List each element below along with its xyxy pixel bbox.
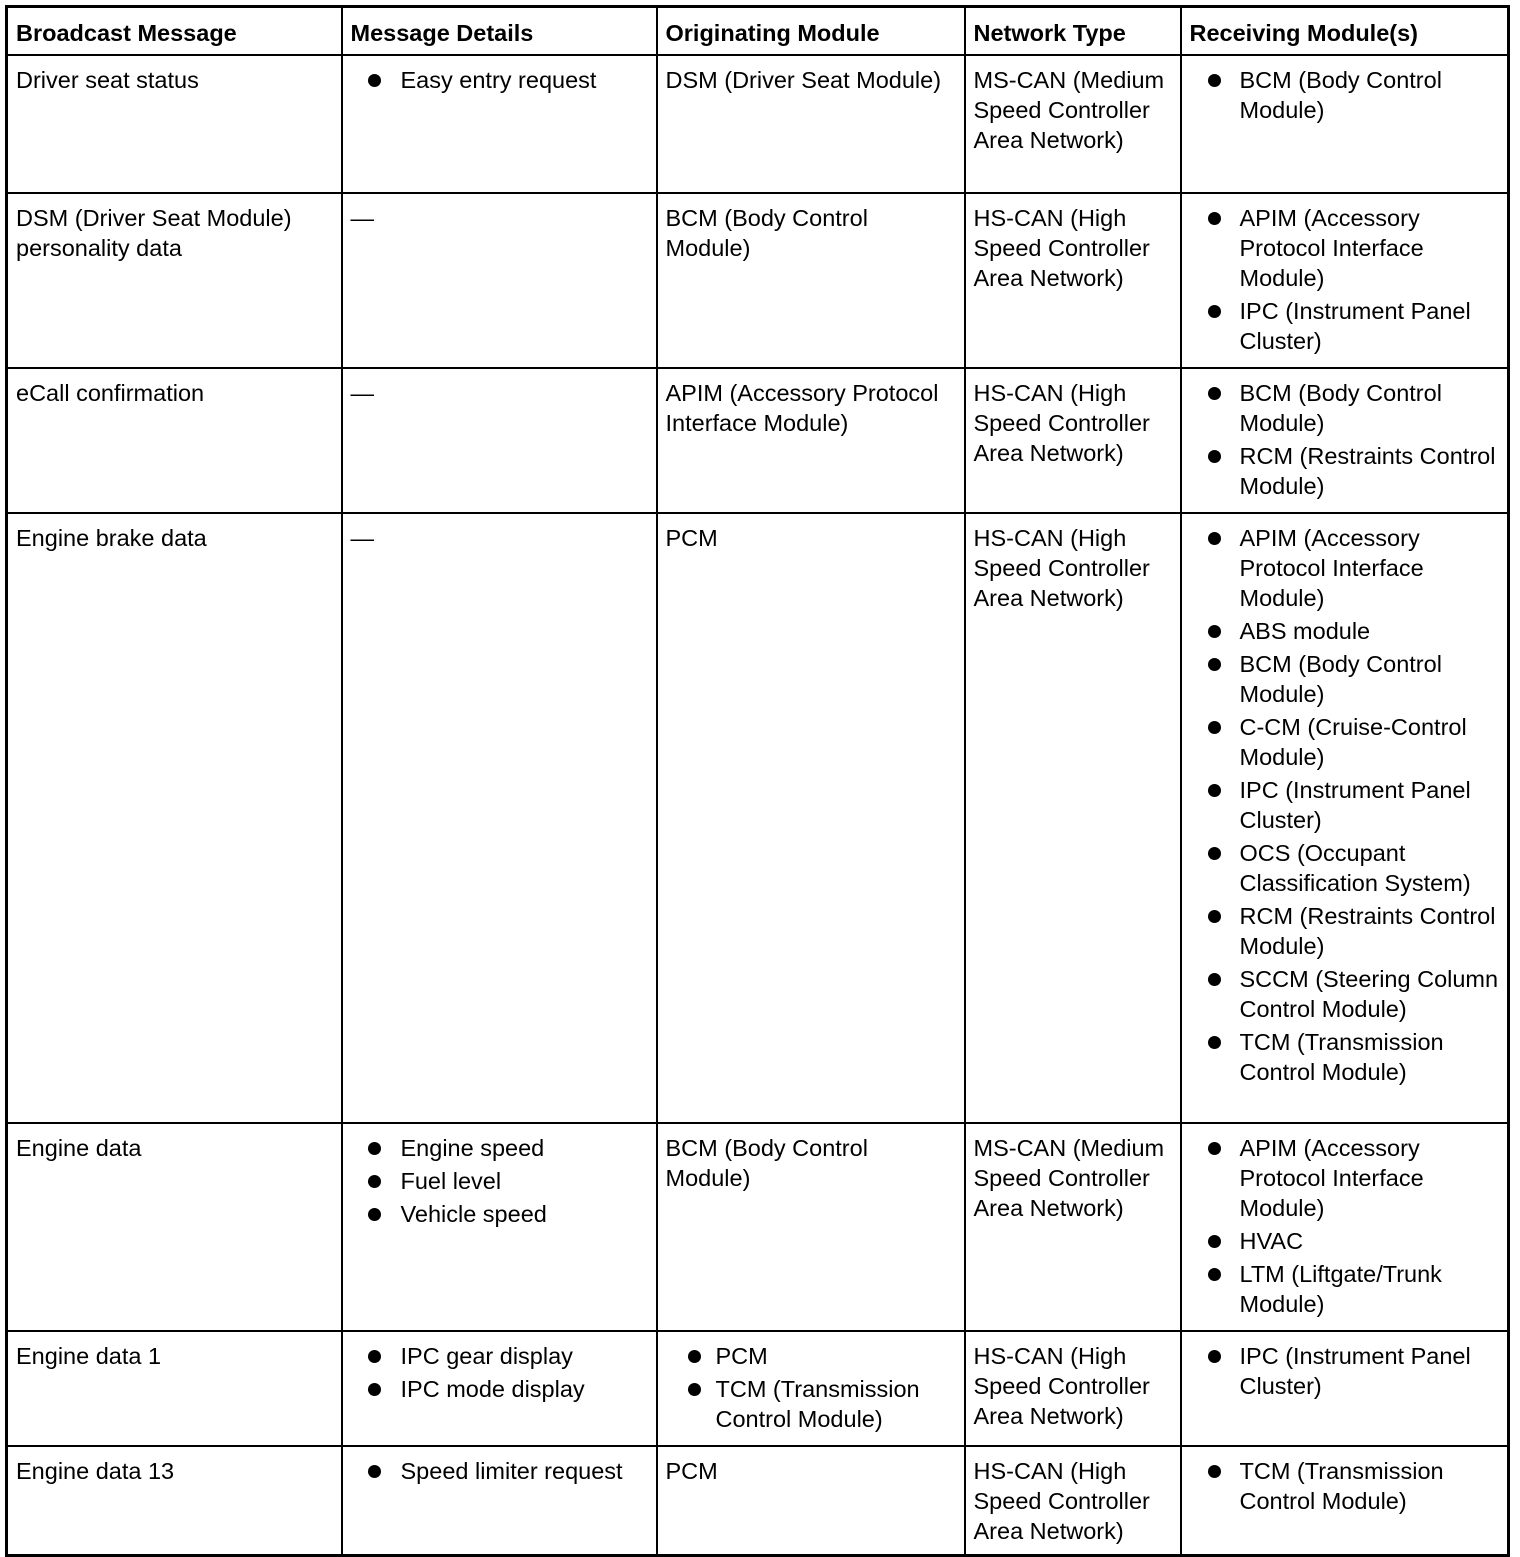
message-details-cell: — <box>342 513 657 1123</box>
receiving-item: IPC (Instrument Panel Cluster) <box>1190 1341 1500 1401</box>
message-details-cell <box>342 55 657 193</box>
originating-module-cell: PCM <box>657 513 965 1123</box>
receiving-item: TCM (Transmission Control Module) <box>1190 1456 1500 1516</box>
receiving-item: BCM (Body Control Module) <box>1190 649 1500 709</box>
table-row <box>7 1123 1509 1331</box>
receiving-item: RCM (Restraints Control Module) <box>1190 901 1500 961</box>
receiving-item: HVAC <box>1190 1226 1500 1256</box>
broadcast-message-cell: Engine brake data <box>7 513 342 1123</box>
header-row <box>7 7 1509 56</box>
details-list <box>351 1456 648 1486</box>
network-type-cell: HS-CAN (High Speed Controller Area Network) <box>965 1331 1181 1446</box>
receiving-list <box>1190 1456 1500 1516</box>
network-type-cell: MS-CAN (Medium Speed Controller Area Network) <box>965 55 1181 193</box>
receiving-item: SCCM (Steering Column Control Module) <box>1190 964 1500 1024</box>
receiving-modules-cell <box>1181 368 1509 513</box>
receiving-modules-cell <box>1181 1123 1509 1331</box>
receiving-item: IPC (Instrument Panel Cluster) <box>1190 775 1500 835</box>
receiving-list <box>1190 1341 1500 1401</box>
receiving-modules-cell <box>1181 1446 1509 1556</box>
receiving-item: RCM (Restraints Control Module) <box>1190 441 1500 501</box>
table-row <box>7 55 1509 193</box>
originating-module-cell: DSM (Driver Seat Module) <box>657 55 965 193</box>
table-row <box>7 513 1509 1123</box>
originating-item: PCM <box>666 1341 956 1371</box>
originating-module-cell <box>657 1331 965 1446</box>
broadcast-message-table <box>5 5 1510 1557</box>
header-receiving-modules: Receiving Module(s) <box>1181 7 1509 56</box>
originating-item: TCM (Transmission Control Module) <box>666 1374 956 1434</box>
receiving-modules-cell <box>1181 513 1509 1123</box>
network-type-cell: HS-CAN (High Speed Controller Area Network) <box>965 1446 1181 1556</box>
table-row <box>7 193 1509 368</box>
header-message-details: Message Details <box>342 7 657 56</box>
receiving-item: APIM (Accessory Protocol Interface Module) <box>1190 203 1500 293</box>
receiving-modules-cell <box>1181 1331 1509 1446</box>
network-type-cell: HS-CAN (High Speed Controller Area Network) <box>965 368 1181 513</box>
network-type-cell: HS-CAN (High Speed Controller Area Network) <box>965 513 1181 1123</box>
details-item: IPC gear display <box>351 1341 648 1371</box>
message-details-cell <box>342 1331 657 1446</box>
receiving-list <box>1190 378 1500 501</box>
broadcast-message-cell: Engine data 13 <box>7 1446 342 1556</box>
originating-module-cell: BCM (Body Control Module) <box>657 1123 965 1331</box>
broadcast-message-cell: Engine data 1 <box>7 1331 342 1446</box>
details-item: Fuel level <box>351 1166 648 1196</box>
broadcast-message-cell: eCall confirmation <box>7 368 342 513</box>
message-details-cell: — <box>342 193 657 368</box>
receiving-list <box>1190 203 1500 356</box>
details-list <box>351 1133 648 1229</box>
details-item: Engine speed <box>351 1133 648 1163</box>
network-type-cell: HS-CAN (High Speed Controller Area Network) <box>965 193 1181 368</box>
receiving-list <box>1190 1133 1500 1319</box>
receiving-modules-cell <box>1181 193 1509 368</box>
originating-module-cell: BCM (Body Control Module) <box>657 193 965 368</box>
network-type-cell: MS-CAN (Medium Speed Controller Area Network) <box>965 1123 1181 1331</box>
header-originating-module: Originating Module <box>657 7 965 56</box>
broadcast-message-cell: DSM (Driver Seat Module) personality data <box>7 193 342 368</box>
receiving-item: IPC (Instrument Panel Cluster) <box>1190 296 1500 356</box>
originating-list <box>666 1341 956 1434</box>
details-item: Easy entry request <box>351 65 648 95</box>
message-details-cell: — <box>342 368 657 513</box>
details-item: IPC mode display <box>351 1374 648 1404</box>
receiving-item: TCM (Transmission Control Module) <box>1190 1027 1500 1087</box>
receiving-item: APIM (Accessory Protocol Interface Module) <box>1190 1133 1500 1223</box>
details-item: Vehicle speed <box>351 1199 648 1229</box>
header-network-type: Network Type <box>965 7 1181 56</box>
details-item: Speed limiter request <box>351 1456 648 1486</box>
receiving-modules-cell <box>1181 55 1509 193</box>
message-details-cell <box>342 1446 657 1556</box>
message-details-cell <box>342 1123 657 1331</box>
broadcast-message-cell: Engine data <box>7 1123 342 1331</box>
receiving-item: LTM (Liftgate/Trunk Module) <box>1190 1259 1500 1319</box>
receiving-item: C-CM (Cruise-Control Module) <box>1190 712 1500 772</box>
originating-module-cell: PCM <box>657 1446 965 1556</box>
table-row <box>7 1331 1509 1446</box>
receiving-item: APIM (Accessory Protocol Interface Module) <box>1190 523 1500 613</box>
receiving-item: BCM (Body Control Module) <box>1190 65 1500 125</box>
details-list <box>351 65 648 95</box>
header-broadcast-message: Broadcast Message <box>7 7 342 56</box>
receiving-list <box>1190 65 1500 125</box>
receiving-item: ABS module <box>1190 616 1500 646</box>
originating-module-cell: APIM (Accessory Protocol Interface Module) <box>657 368 965 513</box>
receiving-item: OCS (Occupant Classification System) <box>1190 838 1500 898</box>
receiving-item: BCM (Body Control Module) <box>1190 378 1500 438</box>
receiving-list <box>1190 523 1500 1087</box>
details-list <box>351 1341 648 1404</box>
table-row <box>7 1446 1509 1556</box>
table-row <box>7 368 1509 513</box>
broadcast-message-cell: Driver seat status <box>7 55 342 193</box>
